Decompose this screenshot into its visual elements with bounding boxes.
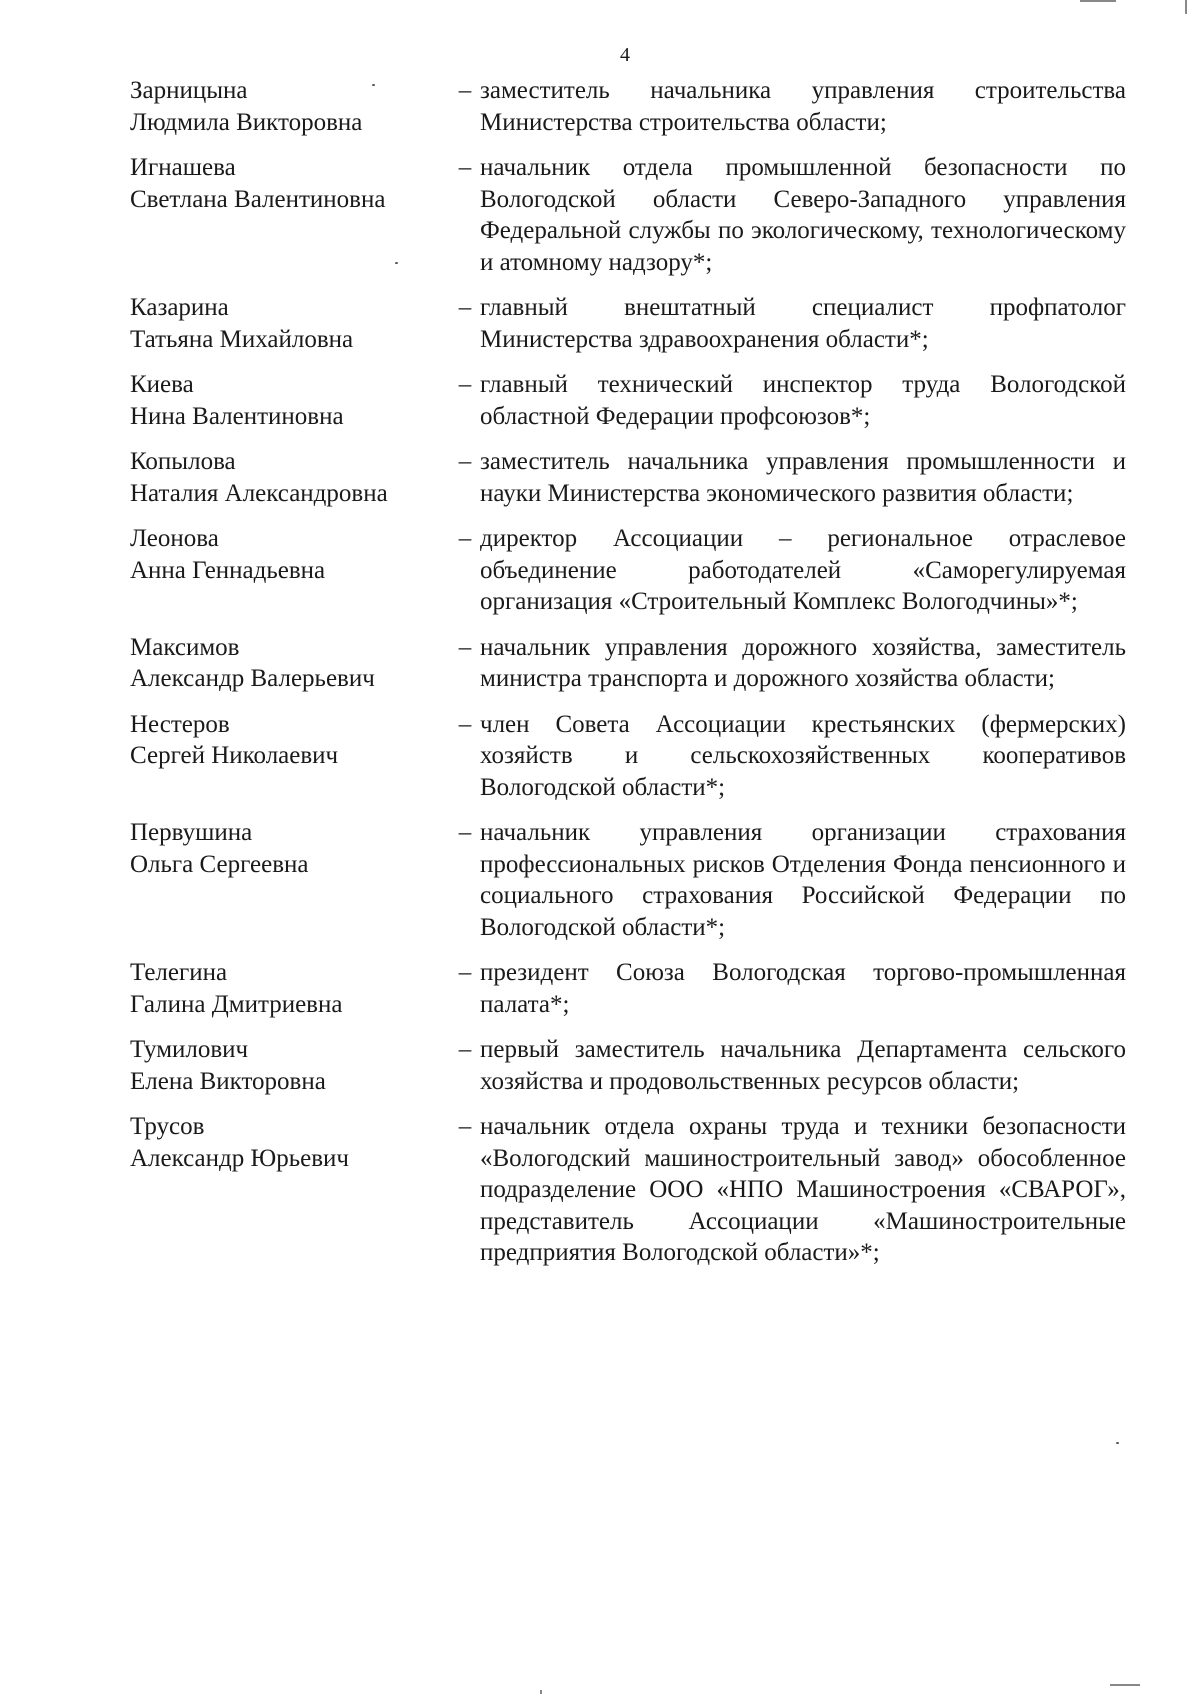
member-surname: Леонова xyxy=(130,525,219,552)
member-row xyxy=(130,75,1130,138)
member-name xyxy=(130,632,450,695)
dash-separator: – xyxy=(458,633,472,661)
scan-speck xyxy=(372,84,375,86)
dash-separator: – xyxy=(458,710,472,738)
member-row xyxy=(130,709,1130,804)
member-row xyxy=(130,957,1130,1020)
member-given-names: Наталия Александровна xyxy=(130,479,388,507)
member-role: директор Ассоциации – региональное отраслевое объединение работодателей «Саморегулируемая организация «Строительный Комплекс Вологодчины»*; xyxy=(480,525,1126,615)
member-surname: Телегина xyxy=(130,959,228,986)
member-surname: Казарина xyxy=(130,294,229,321)
scan-edge-mark xyxy=(1185,0,1187,14)
member-given-names: Татьяна Михайловна xyxy=(130,325,354,353)
dash-separator: – xyxy=(458,1036,472,1063)
member-row xyxy=(130,369,1130,432)
member-role: первый заместитель начальника Департамента сельского хозяйства и продовольственных ресурсов области; xyxy=(480,1036,1126,1095)
member-role: главный технический инспектор труда Вологодской областной Федерации профсоюзов*; xyxy=(480,371,1126,430)
dash-separator: – xyxy=(458,448,472,475)
member-row xyxy=(130,1111,1130,1269)
scan-edge-mark xyxy=(540,1690,542,1694)
member-name xyxy=(130,523,450,618)
scan-speck xyxy=(395,262,398,264)
member-role: президент Союза Вологодская торгово-промышленная палата*; xyxy=(480,959,1126,1018)
member-row xyxy=(130,292,1130,355)
member-given-names: Светлана Валентиновна xyxy=(130,185,386,213)
member-name xyxy=(130,1034,450,1097)
member-given-names: Александр Валерьевич xyxy=(130,665,375,692)
member-row xyxy=(130,523,1130,618)
member-surname: Нестеров xyxy=(130,710,230,738)
dash-separator: – xyxy=(458,1113,472,1140)
dash-separator: – xyxy=(458,819,472,846)
member-list xyxy=(130,75,1130,1283)
member-given-names: Александр Юрьевич xyxy=(130,1144,349,1172)
dash-separator: – xyxy=(458,154,472,181)
member-given-names: Галина Дмитриевна xyxy=(130,990,343,1018)
member-given-names: Сергей Николаевич xyxy=(130,742,339,769)
member-role: заместитель начальника управления промышленности и науки Министерства экономического развития области; xyxy=(480,448,1126,507)
scan-edge-mark xyxy=(1080,0,1116,2)
member-row xyxy=(130,446,1130,509)
dash-separator: – xyxy=(458,959,472,986)
member-role: главный внештатный специалист профпатолог Министерства здравоохранения области*; xyxy=(480,294,1126,353)
dash-separator: – xyxy=(458,371,472,398)
member-given-names: Анна Геннадьевна xyxy=(130,556,326,584)
dash-separator: – xyxy=(458,77,472,104)
member-name xyxy=(130,292,450,355)
member-role: начальник управления организации страхования профессиональных рисков Отделения Фонда пенсионного и социального страхования Российской Федерации по Вологодской области*; xyxy=(480,819,1126,941)
member-row xyxy=(130,1034,1130,1097)
member-name xyxy=(130,369,450,432)
member-row xyxy=(130,152,1130,278)
member-surname: Игнашева xyxy=(130,154,236,181)
scan-edge-mark xyxy=(1110,1684,1140,1686)
member-role: заместитель начальника управления строительства Министерства строительства области; xyxy=(480,77,1126,136)
member-surname: Копылова xyxy=(130,448,236,475)
member-surname: Киева xyxy=(130,371,194,398)
dash-separator: – xyxy=(458,525,472,552)
member-role: начальник управления дорожного хозяйства, заместитель министра транспорта и дорожного хозяйства области; xyxy=(480,633,1126,692)
member-surname: Максимов xyxy=(130,633,240,661)
member-surname: Зарницына xyxy=(130,77,248,104)
member-given-names: Елена Викторовна xyxy=(130,1067,326,1095)
member-surname: Первушина xyxy=(130,819,253,846)
member-name xyxy=(130,1111,450,1269)
member-surname: Тумилович xyxy=(130,1036,249,1063)
member-given-names: Нина Валентиновна xyxy=(130,402,344,430)
member-given-names: Ольга Сергеевна xyxy=(130,850,309,878)
member-given-names: Людмила Викторовна xyxy=(130,108,363,136)
dash-separator: – xyxy=(458,294,472,321)
member-row xyxy=(130,817,1130,943)
scan-speck xyxy=(1116,1442,1119,1444)
member-role: член Совета Ассоциации крестьянских (фермерских) хозяйств и сельскохозяйственных кооперативов Вологодской области*; xyxy=(480,710,1126,801)
member-role: начальник отдела охраны труда и техники безопасности «Вологодский машиностроительный завод» обособленное подразделение ООО «НПО Машиностроения «СВАРОГ», представитель Ассоциации «Машиностроительные предприятия Вологодской области»*; xyxy=(480,1113,1126,1266)
member-name xyxy=(130,152,450,278)
member-name xyxy=(130,957,450,1020)
member-role: начальник отдела промышленной безопасности по Вологодской области Северо-Западного управления Федеральной службы по экологическому, технологическому и атомному надзору*; xyxy=(480,154,1126,276)
member-name xyxy=(130,75,450,138)
member-row xyxy=(130,632,1130,695)
member-name xyxy=(130,817,450,943)
page-number: 4 xyxy=(620,44,630,66)
member-name xyxy=(130,709,450,804)
member-name xyxy=(130,446,450,509)
member-surname: Трусов xyxy=(130,1113,205,1140)
